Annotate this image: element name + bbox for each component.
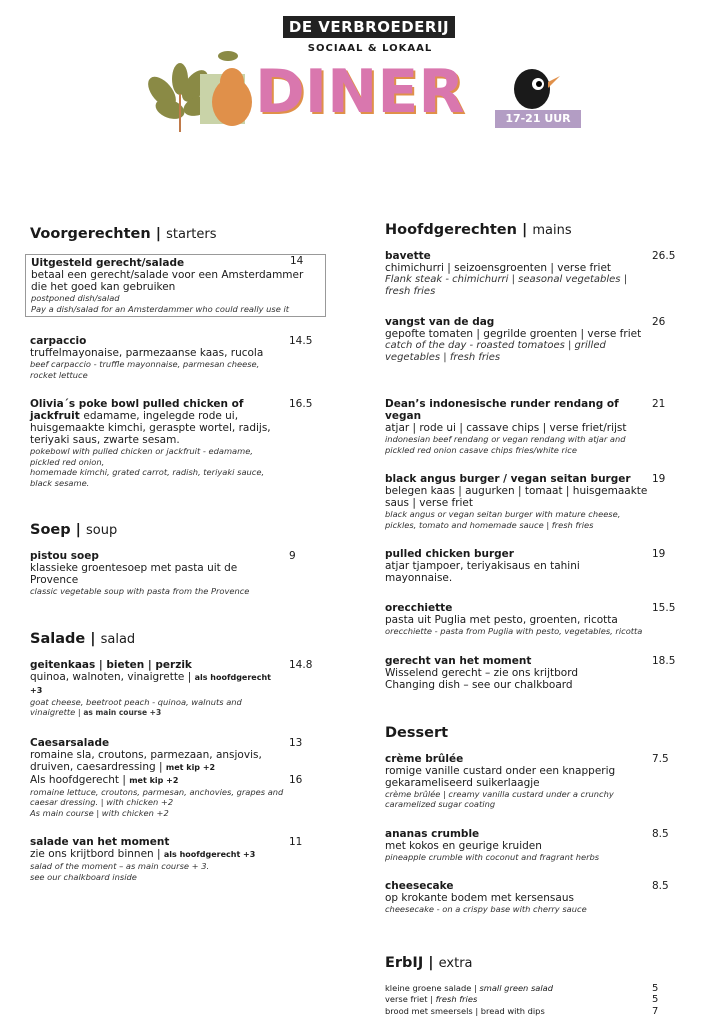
item-description [385, 422, 650, 434]
pear-icon [212, 51, 252, 126]
right-column [385, 222, 680, 1017]
extra-price: 5 [652, 994, 659, 1005]
item-description [31, 269, 321, 293]
item-description [385, 614, 650, 626]
english-text: cheesecake - on a crispy base with cherry sauce [385, 904, 587, 914]
section-title: Salade [30, 630, 86, 647]
menu-item-vangst-van-de-dag [385, 316, 666, 364]
item-name-text: carpaccio [30, 335, 87, 347]
extra-english: fresh fries [435, 994, 478, 1004]
menu-section-extras [385, 955, 680, 1018]
english-text: pineapple crumble with coconut and fragrant herbs [385, 851, 600, 862]
section-heading [30, 522, 325, 538]
item-name [30, 550, 285, 562]
menu-item-cheesecake [385, 880, 669, 915]
section-separator: | [150, 226, 167, 242]
menu-item-ananas-crumble [385, 827, 669, 863]
bird-icon [514, 69, 560, 109]
item-english-description [31, 304, 321, 315]
item-english-description [385, 509, 650, 530]
section-title: Dessert [385, 724, 449, 741]
item-description [385, 840, 650, 852]
item-name [385, 250, 650, 262]
section-heading [30, 631, 325, 647]
item-name [30, 398, 285, 446]
item-english-description [385, 904, 650, 915]
item-description [30, 848, 285, 861]
english-text: indonesian beef rendang or vegan rendang with atjar and pickled red onion casave chips fries/white rice [385, 434, 626, 455]
item-name-text: bavette [385, 250, 431, 262]
english-text: classic vegetable soup with pasta from the Provence [30, 586, 250, 596]
item-inline-description: edamame, ingelegde rode ui, huisgemaakte kimchi, geraspte wortel, radijs, teriyaki saus, zwarte sesam. [30, 410, 271, 446]
item-price: 13 [289, 736, 303, 749]
english-text: beef carpaccio - truffle mayonnaise, parmesan cheese, rocket lettuce [30, 359, 260, 380]
item-price: 8.5 [652, 880, 669, 892]
menu-item-dean-s-indonesische-runder-rendang-of-vegan [385, 398, 666, 455]
item-english-description [385, 789, 650, 810]
english-text: romaine lettuce, croutons, parmesan, anchovies, grapes and caesar dressing. | with chicken +2 [30, 786, 284, 807]
item-description [30, 671, 285, 697]
item-name [385, 828, 650, 840]
item-name [385, 473, 650, 485]
menu-item-pistou-soep [30, 550, 296, 597]
item-description [30, 773, 303, 787]
section-title: Voorgerechten [30, 226, 151, 242]
menu-title: DINER [255, 57, 465, 127]
description-text: met kokos en geurige kruiden [385, 839, 542, 852]
item-english-description [30, 446, 285, 467]
extra-price: 5 [652, 982, 659, 994]
item-description [385, 765, 650, 789]
menu-section-soep [30, 522, 325, 597]
english-text: catch of the day - roasted tomatoes | grilled vegetables | fresh fries [385, 340, 606, 363]
extra-text [385, 1006, 645, 1018]
extra-price: 7 [652, 1005, 659, 1017]
item-description [30, 749, 285, 774]
item-name [385, 753, 650, 765]
item-price: 18.5 [652, 654, 676, 667]
description-text: atjar tjampoer, teriyakisaus en tahini mayonnaise. [385, 560, 580, 584]
item-price: 15.5 [652, 602, 676, 614]
item-name [385, 602, 650, 614]
item-english-description [385, 852, 650, 863]
item-english-description [30, 861, 285, 872]
item-price: 19 [652, 548, 666, 560]
item-name-text: geitenkaas | bieten | perzik [30, 658, 192, 671]
item-price: 14.5 [289, 335, 313, 347]
english-text: orecchiette - pasta from Puglia with pesto, vegetables, ricotta [385, 626, 643, 636]
item-english-description [385, 340, 650, 364]
section-subtitle: extra [438, 955, 473, 971]
item-name-text: gerecht van het moment [385, 654, 532, 667]
item-name [31, 257, 321, 269]
item-name [30, 335, 285, 347]
section-subtitle: starters [166, 227, 217, 242]
item-english-description [30, 359, 285, 380]
description-text: betaal een gerecht/salade voor een Amsterdammer die het goed kan gebruiken [31, 269, 304, 293]
section-separator: | [85, 630, 101, 647]
item-name [30, 737, 285, 749]
item-name [30, 659, 285, 671]
item-name-text: pulled chicken burger [385, 548, 514, 560]
item-price: 26.5 [652, 250, 676, 262]
item-description [385, 328, 650, 340]
section-separator: | [423, 954, 439, 971]
item-name-text: pistou soep [30, 550, 99, 562]
extra-name: brood met smeersels | bread with dips [385, 1005, 545, 1016]
item-name [385, 316, 650, 328]
description-text: belegen kaas | augurken | tomaat | huisgemaakte saus | verse friet [385, 485, 648, 509]
extra-item [385, 1006, 680, 1018]
item-name [385, 655, 650, 667]
section-subtitle: mains [532, 223, 572, 238]
english-text: see our chalkboard inside [30, 871, 137, 882]
item-price: 14 [290, 255, 304, 267]
menu-item-carpaccio [30, 335, 313, 380]
item-english-description [30, 787, 285, 808]
item-description [385, 485, 650, 509]
description-text: Wisselend gerecht – zie ons krijtbord [385, 666, 578, 679]
menu-item-caesarsalade [30, 736, 303, 819]
extra-name: verse friet | [385, 994, 436, 1004]
item-english-description [31, 293, 321, 304]
description-extra: als hoofdgerecht +3 [30, 672, 271, 695]
extra-text [385, 994, 645, 1006]
item-description [385, 892, 650, 904]
menu-item-salade-van-het-moment [30, 836, 303, 882]
extra-text [385, 983, 645, 995]
description-text: klassieke groentesoep met pasta uit de Provence [30, 562, 238, 586]
item-description [385, 262, 650, 274]
item-description [385, 679, 650, 691]
section-title: Hoofdgerechten [385, 222, 517, 238]
item-english-description [30, 872, 285, 883]
item-description [30, 347, 285, 359]
menu-section-hoofdgerechten [385, 222, 680, 691]
section-separator: | [70, 522, 87, 538]
menu-section-dessert [385, 725, 680, 915]
item-name-text: Uitgesteld gerecht/salade [31, 257, 185, 269]
item-name-text: black angus burger / vegan seitan burger [385, 473, 631, 485]
opening-hours: 17-21 UUR [495, 110, 581, 128]
description-text: zie ons krijtbord binnen | [30, 848, 164, 860]
item-name-text: cheesecake [385, 880, 454, 892]
item-name-text: vangst van de dag [385, 316, 495, 328]
item-english-description [30, 697, 285, 719]
menu-item-geitenkaas-bieten-perzik [30, 658, 313, 719]
description-extra: met kip +2 [129, 775, 179, 785]
item-name-text: Olivia´s poke bowl pulled chicken of jackfruit [30, 398, 244, 422]
menu-item-black-angus-burger-vegan-seitan-burger [385, 473, 666, 530]
english-text: salad of the moment – as main course + 3. [30, 861, 210, 871]
extra-name: kleine groene salade | [385, 982, 480, 993]
item-english-description [385, 434, 650, 455]
left-column [30, 226, 325, 900]
main-course-price: 16 [289, 773, 303, 786]
item-price: 11 [289, 836, 303, 848]
item-name-text: Caesarsalade [30, 736, 110, 749]
description-text: romige vanille custard onder een knapperig gekarameliseerd suikerlaagje [385, 764, 616, 789]
description-extra: als hoofdgerecht +3 [163, 850, 256, 859]
item-price: 16.5 [289, 398, 313, 410]
menu-item-pulled-chicken-burger [385, 548, 666, 584]
item-name-text: crème brûlée [385, 752, 464, 765]
english-text: As main course | with chicken +2 [30, 807, 169, 818]
menu-item-orecchiette [385, 602, 676, 637]
menu-item-uitgesteld-gerecht-salade [25, 254, 326, 317]
extra-english: small green salad [479, 982, 554, 993]
item-name-text: Dean’s indonesische runder rendang of vegan [385, 398, 619, 422]
item-name [385, 548, 650, 560]
item-name-text: orecchiette [385, 602, 453, 614]
extra-item [385, 983, 680, 995]
item-english-description [385, 626, 650, 637]
extra-item [385, 994, 680, 1006]
english-text: goat cheese, beetroot peach - quinoa, walnuts and vinaigrette | [30, 696, 242, 717]
item-english-description [30, 808, 285, 819]
section-subtitle: salad [100, 631, 136, 647]
english-text: Flank steak - chimichurri | seasonal vegetables | fresh fries [385, 274, 628, 297]
section-separator: | [516, 222, 533, 238]
item-price: 9 [289, 550, 296, 562]
description-text: truffelmayonaise, parmezaanse kaas, rucola [30, 347, 264, 359]
brand-name: DE VERBROEDERIJ [283, 16, 455, 38]
english-extra: as main course +3 [83, 708, 162, 717]
section-heading [385, 222, 680, 238]
item-price: 14.8 [289, 658, 313, 671]
description-text: chimichurri | seizoensgroenten | verse friet [385, 262, 612, 274]
item-english-description [30, 467, 285, 488]
item-name-text: ananas crumble [385, 827, 480, 840]
section-heading [385, 725, 680, 741]
section-title: ErbIJ [385, 954, 424, 971]
english-text: homemade kimchi, grated carrot, radish, teriyaki sauce, black sesame. [30, 467, 265, 488]
english-text: black angus or vegan seitan burger with mature cheese, pickles, tomato and homemade sauce | fresh fries [385, 509, 621, 530]
english-text: crème brûlée | creamy vanilla custard under a crunchy caramelized sugar coating [385, 788, 614, 809]
item-name [385, 398, 650, 422]
item-english-description [30, 586, 285, 597]
menu-section-voorgerechten [30, 226, 325, 488]
description-text: pasta uit Puglia met pesto, groenten, ricotta [385, 614, 618, 626]
section-heading [30, 226, 325, 242]
item-description [30, 562, 285, 586]
item-name [30, 836, 285, 848]
description-text: romaine sla, croutons, parmezaan, ansjovis, druiven, caesardressing | [30, 748, 262, 773]
menu-item-olivia-s-poke-bowl-pulled-chicken-of-jackfruit [30, 398, 313, 488]
description-extra: met kip +2 [165, 762, 216, 772]
item-price: 7.5 [652, 752, 669, 765]
item-description [385, 560, 650, 584]
description-text: atjar | rode ui | cassave chips | verse friet/rijst [385, 422, 627, 434]
menu-item-cre-me-bru-le-e [385, 752, 669, 810]
tagline: SOCIAAL & LOKAAL [307, 43, 433, 54]
item-price: 21 [652, 398, 666, 410]
english-text: Pay a dish/salad for an Amsterdammer who could really use it [31, 303, 290, 314]
item-name-text: salade van het moment [30, 836, 170, 848]
item-price: 19 [652, 473, 666, 485]
item-english-description [385, 274, 650, 298]
english-text: pokebowl with pulled chicken or jackfruit - edamame, pickled red onion, [30, 446, 253, 467]
section-title: Soep [30, 522, 71, 538]
description-text: quinoa, walnoten, vinaigrette | [30, 670, 195, 683]
section-heading [385, 955, 680, 971]
menu-item-gerecht-van-het-moment [385, 654, 676, 691]
section-subtitle: soup [86, 523, 118, 538]
menu-item-bavette [385, 250, 676, 298]
english-text: postponed dish/salad [31, 293, 120, 303]
item-price: 26 [652, 316, 666, 328]
item-name [385, 880, 650, 892]
menu-section-salade [30, 631, 325, 883]
description-text: Changing dish – see our chalkboard [385, 678, 573, 691]
item-price: 8.5 [652, 827, 669, 840]
description-text: op krokante bodem met kersensaus [385, 892, 574, 904]
description-text: Als hoofdgerecht | [30, 773, 130, 786]
description-text: gepofte tomaten | gegrilde groenten | verse friet [385, 328, 642, 340]
item-description [385, 667, 650, 679]
